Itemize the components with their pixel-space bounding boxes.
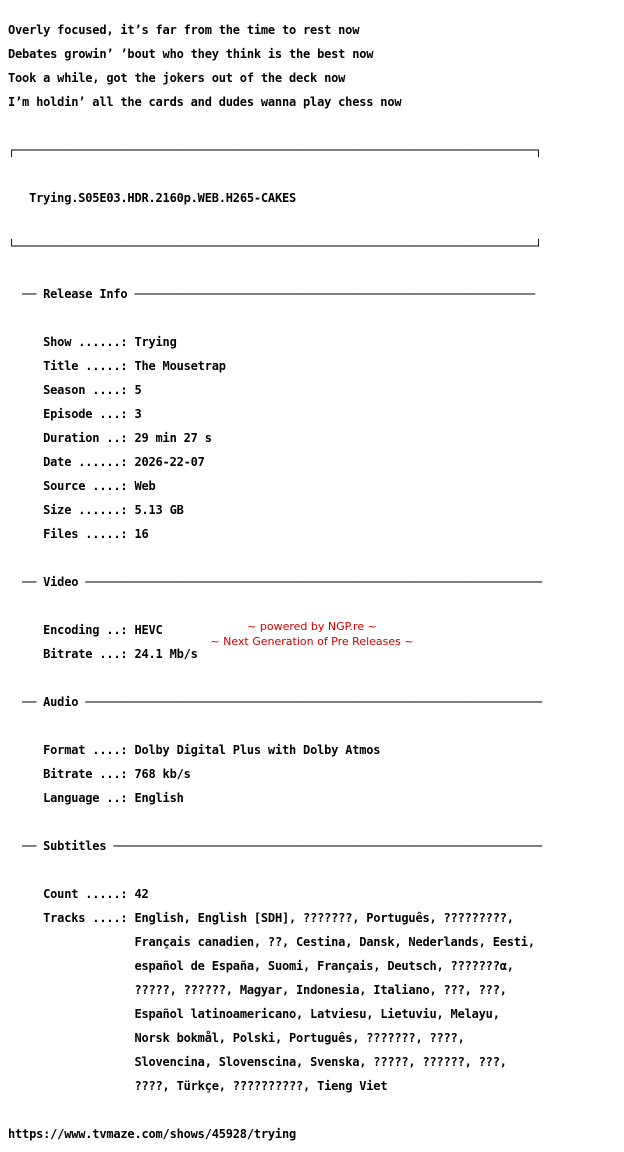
language-value: English: [134, 791, 184, 805]
source-label: Source ....:: [43, 479, 128, 493]
format-value: Dolby Digital Plus with Dolby Atmos: [134, 743, 381, 757]
nfo-text: [8, 12, 542, 1152]
lyric-line-2: Debates growin’ ’bout who they think is the best now: [8, 47, 374, 61]
tracks-line-4: ?????, ??????, Magyar, Indonesia, Italiano, ???, ???,: [134, 983, 507, 997]
encoding-value: HEVC: [134, 623, 163, 637]
episode-label: Episode ...:: [43, 407, 128, 421]
duration-row: [8, 432, 542, 444]
encoding-label: Encoding ..:: [43, 623, 128, 637]
season-label: Season ....:: [43, 383, 128, 397]
tracks-line-2: Français canadien, ??, Cestina, Dansk, Nederlands, Eesti,: [134, 935, 535, 949]
files-value: 16: [134, 527, 149, 541]
language-label: Language ..:: [43, 791, 128, 805]
video-bitrate-value: 24.1 Mb/s: [134, 647, 198, 661]
tracks-continuation: [8, 1056, 542, 1068]
duration-value: 29 min 27 s: [134, 431, 212, 445]
release-info-title: Release Info: [43, 287, 128, 301]
date-row: [8, 456, 542, 468]
lyric-line-1: Overly focused, it’s far from the time to rest now: [8, 23, 360, 37]
season-value: 5: [134, 383, 142, 397]
audio-bitrate-row: [8, 768, 542, 780]
title-row: [8, 360, 542, 372]
video-header: ── Video ─────────────────────────────────────────────────────────────────: [8, 575, 542, 589]
language-row: [8, 792, 542, 804]
blank: [8, 720, 542, 732]
audio-header: ── Audio ─────────────────────────────────────────────────────────────────: [8, 695, 542, 709]
tracks-line-3: español de España, Suomi, Français, Deutsch, ???????α,: [134, 959, 514, 973]
duration-label: Duration ..:: [43, 431, 128, 445]
box-top-border: ┌──────────────────────────────────────────────────────────────────────────┐: [8, 143, 542, 157]
blank: [8, 264, 542, 276]
date-label: Date ......:: [43, 455, 128, 469]
release-name-row: [8, 192, 542, 204]
season-row: [8, 384, 542, 396]
subtitles-title: Subtitles: [43, 839, 107, 853]
tracks-label: Tracks ....:: [43, 911, 128, 925]
format-label: Format ....:: [43, 743, 128, 757]
ngp-link[interactable]: ~ powered by NGP.re ~: [247, 620, 377, 633]
audio-bitrate-label: Bitrate ...:: [43, 767, 128, 781]
url-row[interactable]: [8, 1128, 542, 1140]
tracks-continuation: [8, 960, 542, 972]
blank: [8, 600, 542, 612]
date-value: 2026-22-07: [134, 455, 205, 469]
box-bottom-border: └──────────────────────────────────────────────────────────────────────────┘: [8, 239, 542, 253]
blank: [8, 312, 542, 324]
audio-bitrate-value: 768 kb/s: [134, 767, 191, 781]
size-row: [8, 504, 542, 516]
tracks-continuation: [8, 1080, 542, 1092]
source-row: [8, 480, 542, 492]
lyric-line-3: Took a while, got the jokers out of the deck now: [8, 71, 346, 85]
tvmaze-link[interactable]: https://www.tvmaze.com/shows/45928/trying: [8, 1127, 297, 1141]
title-value: The Mousetrap: [134, 359, 226, 373]
show-label: Show ......:: [43, 335, 128, 349]
footer-powered-by[interactable]: [0, 620, 624, 634]
blank: [8, 864, 542, 876]
tracks-continuation: [8, 936, 542, 948]
blank: [8, 1104, 542, 1116]
source-value: Web: [134, 479, 156, 493]
release-info-header: ── Release Info ─────────────────────────────────────────────────────────: [8, 287, 535, 301]
size-label: Size ......:: [43, 503, 128, 517]
blank: [8, 816, 542, 828]
footer-tagline: [0, 635, 624, 649]
blank: [8, 216, 542, 228]
audio-title: Audio: [43, 695, 79, 709]
size-value: 5.13 GB: [134, 503, 184, 517]
title-label: Title .....:: [43, 359, 128, 373]
footer-tagline-text: ~ Next Generation of Pre Releases ~: [210, 635, 414, 648]
format-row: [8, 744, 542, 756]
tracks-row: [8, 912, 542, 924]
video-bitrate-row: [8, 648, 542, 660]
tracks-continuation: [8, 1032, 542, 1044]
count-value: 42: [134, 887, 149, 901]
show-row: [8, 336, 542, 348]
subtitles-header: ── Subtitles ─────────────────────────────────────────────────────────────: [8, 839, 542, 853]
episode-value: 3: [134, 407, 142, 421]
files-row: [8, 528, 542, 540]
files-label: Files .....:: [43, 527, 128, 541]
episode-row: [8, 408, 542, 420]
count-row: [8, 888, 542, 900]
tracks-continuation: [8, 1008, 542, 1020]
tracks-line-5: Español latinoamericano, Latviesu, Lietuviu, Melayu,: [134, 1007, 500, 1021]
blank: [8, 120, 542, 132]
video-bitrate-label: Bitrate ...:: [43, 647, 128, 661]
tracks-continuation: [8, 984, 542, 996]
blank: [8, 552, 542, 564]
video-title: Video: [43, 575, 79, 589]
show-value: Trying: [134, 335, 177, 349]
blank: [8, 168, 542, 180]
tracks-line-6: Norsk bokmål, Polski, Português, ???????, ????,: [134, 1031, 465, 1045]
release-name: Trying.S05E03.HDR.2160p.WEB.H265-CAKES: [29, 191, 297, 205]
count-label: Count .....:: [43, 887, 128, 901]
lyric-line-4: I’m holdin’ all the cards and dudes wanna play chess now: [8, 95, 402, 109]
tracks-line-7: Slovencina, Slovenscina, Svenska, ?????, ??????, ???,: [134, 1055, 507, 1069]
tracks-line-1: English, English [SDH], ???????, Português, ?????????,: [134, 911, 514, 925]
tracks-line-8: ????, Türkçe, ??????????, Tieng Viet: [134, 1079, 388, 1093]
blank: [8, 672, 542, 684]
